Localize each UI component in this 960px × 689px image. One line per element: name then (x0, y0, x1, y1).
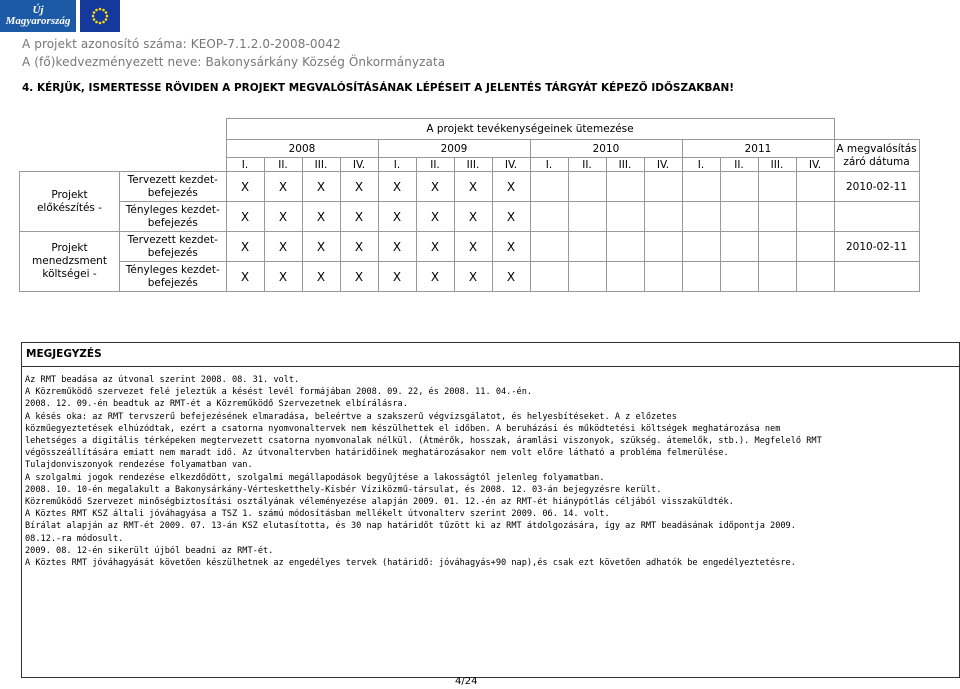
schedule-cell: X (454, 232, 492, 262)
quarter-header: III. (454, 158, 492, 172)
schedule-cell (682, 262, 720, 292)
schedule-cell: X (378, 202, 416, 232)
schedule-cell: X (492, 202, 530, 232)
remark-line: 2008. 10. 10-én megalakult a Bakonysárkány-Vértesketthely-Kisbér Víziközmű-társulat, és 2008. 12. 03-án bejegyzésre került. (25, 484, 662, 495)
schedule-cell (606, 232, 644, 262)
quarter-header: II. (264, 158, 302, 172)
schedule-cell: X (302, 172, 340, 202)
quarter-header: III. (606, 158, 644, 172)
schedule-cell (568, 232, 606, 262)
quarter-header: I. (682, 158, 720, 172)
schedule-cell: X (226, 232, 264, 262)
schedule-cell (682, 172, 720, 202)
remark-line: 08.12.-ra módosult. (25, 533, 124, 544)
schedule-cell (530, 202, 568, 232)
schedule-title: A projekt tevékenységeinek ütemezése (226, 119, 834, 140)
row-type-label: Tervezett kezdet-befejezés (120, 172, 227, 202)
schedule-cell: X (302, 232, 340, 262)
schedule-cell: X (454, 172, 492, 202)
schedule-cell (644, 232, 682, 262)
year-header: 2011 (682, 140, 834, 158)
schedule-cell: X (378, 232, 416, 262)
row-type-label: Tényleges kezdet-befejezés (120, 262, 227, 292)
remarks-title: MEGJEGYZÉS (22, 343, 959, 367)
schedule-cell (606, 202, 644, 232)
schedule-cell (682, 202, 720, 232)
quarter-header: II. (720, 158, 758, 172)
quarter-header: I. (226, 158, 264, 172)
schedule-cell: X (226, 202, 264, 232)
schedule-cell (758, 262, 796, 292)
quarter-header: IV. (644, 158, 682, 172)
schedule-cell: X (264, 232, 302, 262)
schedule-cell: X (416, 262, 454, 292)
remark-line: Közreműködő Szervezet minőségbiztosítási osztályának véleményezése alapján 2009. 01. 12.-én az RMT-ét hiánypótlás céljából visszaküldték. (25, 497, 734, 508)
schedule-cell: X (416, 232, 454, 262)
blank-cell (20, 119, 120, 140)
schedule-cell: X (340, 172, 378, 202)
schedule-cell (530, 172, 568, 202)
blank-cell (834, 119, 919, 140)
schedule-cell (758, 172, 796, 202)
schedule-cell: X (378, 172, 416, 202)
schedule-cell (720, 202, 758, 232)
year-header: 2008 (226, 140, 378, 158)
remark-line: A késés oka: az RMT tervszerű befejezésének elmaradása, beleértve a szakszerű végvizsgálatot, és helyesbítéseket. A z előzetes (25, 411, 677, 422)
project-id-line: A projekt azonosító száma: KEOP-7.1.2.0-2008-0042 (22, 37, 341, 51)
row-type-label: Tervezett kezdet-befejezés (120, 232, 227, 262)
remark-line: A Közreműködő szervezet felé jeleztük a késést levél formájában 2008. 09. 22, és 2008. 11. 04.-én. (25, 387, 533, 398)
year-header: 2009 (378, 140, 530, 158)
remarks-box (21, 342, 960, 678)
blank-cell (20, 140, 120, 172)
schedule-cell (568, 172, 606, 202)
quarter-header: I. (378, 158, 416, 172)
schedule-cell (606, 262, 644, 292)
completion-date: 2010-02-11 (834, 172, 919, 202)
activity-label: Projekt előkészítés - (20, 172, 120, 232)
beneficiary-line: A (fő)kedvezményezett neve: Bakonysárkány Község Önkormányzata (22, 55, 446, 69)
page-number: 4/24 (455, 676, 478, 687)
remark-line: A Köztes RMT KSZ általi jóváhagyása a TSZ 1. számú módosításban mellékelt útvonalterv szerint 2009. 06. 14. volt. (25, 509, 610, 520)
schedule-cell (644, 202, 682, 232)
uj-magyarorszag-logo: Új Magyarország (0, 0, 76, 32)
schedule-cell (568, 202, 606, 232)
schedule-cell: X (492, 262, 530, 292)
blank-cell (120, 119, 227, 140)
quarter-header: III. (758, 158, 796, 172)
schedule-cell: X (340, 202, 378, 232)
remark-line: lehetséges a digitális térképeken megtervezett csatorna nyomvonalak nélkül. (Átmérők, hosszak, áramlási viszonyok, szükség. átemelők, stb.). Megfelelő RMT (25, 436, 822, 447)
schedule-cell (568, 262, 606, 292)
schedule-cell: X (492, 172, 530, 202)
completion-date: 2010-02-11 (834, 232, 919, 262)
schedule-cell: X (264, 202, 302, 232)
quarter-header: I. (530, 158, 568, 172)
schedule-cell: X (454, 202, 492, 232)
schedule-cell (796, 262, 834, 292)
schedule-cell (796, 232, 834, 262)
completion-date-header: A megvalósítás záró dátuma (834, 140, 919, 172)
year-header: 2010 (530, 140, 682, 158)
schedule-cell (720, 262, 758, 292)
schedule-cell: X (302, 202, 340, 232)
section-title: 4. KÉRJÜK, ISMERTESSE RÖVIDEN A PROJEKT MEGVALÓSÍTÁSÁNAK LÉPÉSEIT A JELENTÉS TÁRGYÁT KÉPEZŐ IDŐSZAKBAN! (22, 82, 735, 94)
activity-label: Projekt menedzsment költségei - (20, 232, 120, 292)
remark-line: Az RMT beadása az útvonal szerint 2008. 08. 31. volt. (25, 375, 300, 385)
quarter-header: IV. (492, 158, 530, 172)
schedule-cell (796, 172, 834, 202)
row-type-label: Tényleges kezdet-befejezés (120, 202, 227, 232)
remarks-text (22, 367, 959, 569)
remark-line: A szolgalmi jogok rendezése elkezdődött, szolgalmi megállapodások begyűjtése a lakosságtól jelenleg folyamatban. (25, 472, 605, 483)
quarter-header: IV. (796, 158, 834, 172)
remark-line: Tulajdonviszonyok rendezése folyamatban van. (25, 460, 253, 471)
schedule-cell: X (226, 262, 264, 292)
schedule-cell (644, 262, 682, 292)
schedule-cell: X (454, 262, 492, 292)
schedule-cell (682, 232, 720, 262)
schedule-cell (530, 232, 568, 262)
completion-date (834, 202, 919, 232)
remark-line: Bírálat alapján az RMT-ét 2009. 07. 13-án KSZ elutasította, és 30 nap határidőt tűzött ki az RMT átdolgozására, így az RMT beadásának időpontja 2009. (25, 521, 796, 532)
logo-bar (0, 0, 120, 32)
schedule-cell: X (340, 262, 378, 292)
schedule-cell (720, 172, 758, 202)
schedule-cell: X (416, 202, 454, 232)
schedule-cell: X (264, 262, 302, 292)
schedule-cell: X (226, 172, 264, 202)
schedule-cell (720, 232, 758, 262)
schedule-cell: X (264, 172, 302, 202)
schedule-cell (758, 202, 796, 232)
schedule-cell: X (492, 232, 530, 262)
schedule-cell (796, 202, 834, 232)
schedule-cell: X (340, 232, 378, 262)
schedule-cell (530, 262, 568, 292)
schedule-table (19, 118, 920, 292)
remark-line: 2009. 08. 12-én sikerült újból beadni az RMT-ét. (25, 545, 274, 556)
schedule-cell (644, 172, 682, 202)
schedule-cell: X (416, 172, 454, 202)
quarter-header: II. (416, 158, 454, 172)
remark-line: A Köztes RMT jóváhagyását követően készülhetnek az engedélyes tervek (határidő: jóváhagyás+90 nap),és csak ezt követően adhatók be engedélyeztetésre. (25, 558, 796, 569)
quarter-header: II. (568, 158, 606, 172)
blank-cell (120, 140, 227, 172)
quarter-header: IV. (340, 158, 378, 172)
schedule-cell: X (302, 262, 340, 292)
quarter-header: III. (302, 158, 340, 172)
schedule-cell (606, 172, 644, 202)
remark-line: 2008. 12. 09.-én beadtuk az RMT-ét a Közreműködő Szervezetnek elbírálásra. (25, 399, 408, 410)
schedule-cell: X (378, 262, 416, 292)
remark-line: közműegyeztetések elhúzódtak, ezért a csatorna nyomvonaltervek nem készülhettek el időben. A beruházási és működtetési költségek meghatározása nem (25, 423, 781, 434)
remark-line: végösszeállítására emiatt nem maradt idő. Az útvonaltervben határidőinek meghatározásakor nem volt előre látható a probléma felmerülése. (25, 448, 729, 459)
schedule-cell (758, 232, 796, 262)
completion-date (834, 262, 919, 292)
eu-flag-icon (80, 0, 120, 32)
